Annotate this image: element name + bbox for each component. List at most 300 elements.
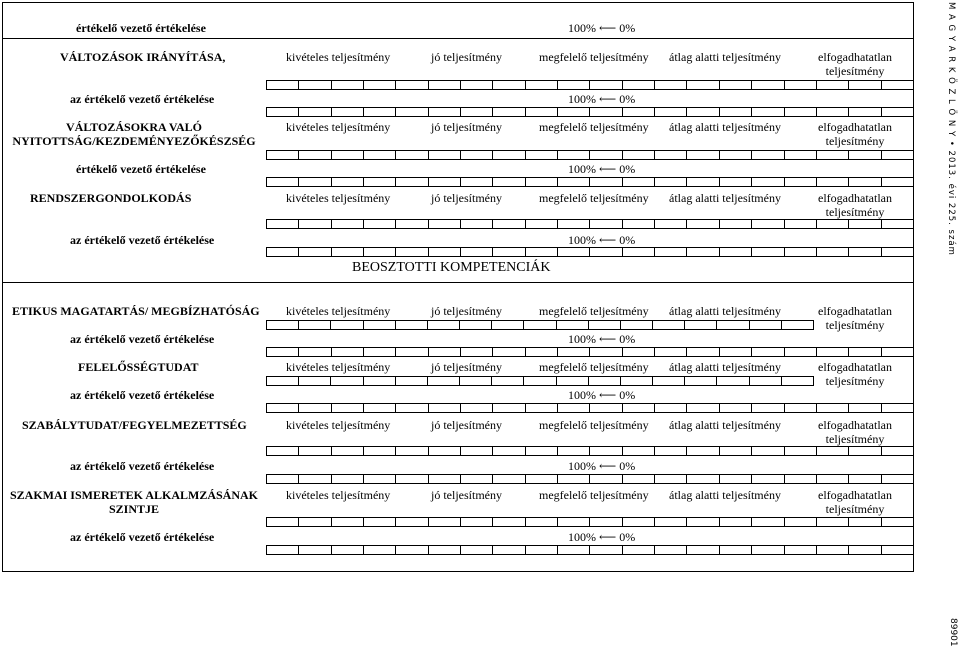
scale-cell[interactable] <box>558 546 590 554</box>
scale-cell[interactable] <box>396 348 428 356</box>
scale-cell[interactable] <box>717 377 749 385</box>
scale-cell[interactable] <box>849 248 881 256</box>
scale-cell[interactable] <box>429 248 461 256</box>
scale-cell[interactable] <box>267 475 299 483</box>
scale-cell[interactable] <box>655 151 687 159</box>
scale-cell[interactable] <box>785 220 817 228</box>
scale-cell[interactable] <box>752 546 784 554</box>
scale-cell[interactable] <box>558 178 590 186</box>
scale-cell[interactable] <box>687 248 719 256</box>
scale-cell[interactable] <box>493 81 525 89</box>
scale-cell[interactable] <box>590 178 622 186</box>
scale-cell[interactable] <box>331 321 363 329</box>
row7-score-scale[interactable] <box>266 517 914 527</box>
scale-cell[interactable] <box>882 248 914 256</box>
scale-cell[interactable] <box>332 178 364 186</box>
scale-cell[interactable] <box>396 81 428 89</box>
scale-cell[interactable] <box>849 108 881 116</box>
scale-cell[interactable] <box>557 377 589 385</box>
row5-eval-scale[interactable] <box>266 403 914 413</box>
scale-cell[interactable] <box>849 220 881 228</box>
scale-cell[interactable] <box>655 248 687 256</box>
scale-cell[interactable] <box>785 81 817 89</box>
scale-cell[interactable] <box>849 447 881 455</box>
scale-cell[interactable] <box>526 546 558 554</box>
scale-cell[interactable] <box>332 108 364 116</box>
scale-cell[interactable] <box>590 81 622 89</box>
scale-cell[interactable] <box>655 81 687 89</box>
scale-cell[interactable] <box>817 151 849 159</box>
scale-cell[interactable] <box>493 546 525 554</box>
scale-cell[interactable] <box>267 377 299 385</box>
scale-cell[interactable] <box>364 151 396 159</box>
scale-cell[interactable] <box>655 475 687 483</box>
scale-cell[interactable] <box>623 108 655 116</box>
scale-cell[interactable] <box>429 348 461 356</box>
row6-score-scale[interactable] <box>266 446 914 456</box>
scale-cell[interactable] <box>655 447 687 455</box>
scale-cell[interactable] <box>720 178 752 186</box>
scale-cell[interactable] <box>267 348 299 356</box>
scale-cell[interactable] <box>267 404 299 412</box>
row5-score-scale[interactable] <box>266 376 814 386</box>
scale-cell[interactable] <box>882 151 914 159</box>
scale-cell[interactable] <box>817 404 849 412</box>
scale-cell[interactable] <box>623 447 655 455</box>
scale-cell[interactable] <box>685 377 717 385</box>
scale-cell[interactable] <box>299 151 331 159</box>
scale-cell[interactable] <box>396 151 428 159</box>
scale-cell[interactable] <box>817 220 849 228</box>
scale-cell[interactable] <box>752 108 784 116</box>
scale-cell[interactable] <box>396 248 428 256</box>
scale-cell[interactable] <box>299 321 331 329</box>
row5-rating-1: kivételes teljesítmény <box>286 360 391 374</box>
scale-cell[interactable] <box>590 151 622 159</box>
scale-cell[interactable] <box>493 108 525 116</box>
scale-cell[interactable] <box>785 348 817 356</box>
scale-cell[interactable] <box>752 178 784 186</box>
scale-cell[interactable] <box>267 321 299 329</box>
scale-cell[interactable] <box>589 377 621 385</box>
scale-cell[interactable] <box>332 248 364 256</box>
scale-cell[interactable] <box>849 546 881 554</box>
scale-cell[interactable] <box>331 377 363 385</box>
scale-cell[interactable] <box>623 248 655 256</box>
scale-cell[interactable] <box>526 220 558 228</box>
scale-cell[interactable] <box>332 348 364 356</box>
scale-cell[interactable] <box>623 518 655 526</box>
scale-cell[interactable] <box>720 447 752 455</box>
scale-cell[interactable] <box>558 151 590 159</box>
scale-cell[interactable] <box>461 447 493 455</box>
scale-cell[interactable] <box>396 108 428 116</box>
scale-cell[interactable] <box>396 546 428 554</box>
row5-eval-label: az értékelő vezető értékelése <box>70 388 215 402</box>
scale-cell[interactable] <box>493 518 525 526</box>
scale-cell[interactable] <box>623 178 655 186</box>
scale-cell[interactable] <box>332 546 364 554</box>
row1-score-scale[interactable] <box>266 80 914 90</box>
scale-cell[interactable] <box>332 475 364 483</box>
scale-cell[interactable] <box>299 546 331 554</box>
scale-cell[interactable] <box>720 348 752 356</box>
scale-cell[interactable] <box>720 546 752 554</box>
scale-cell[interactable] <box>299 447 331 455</box>
scale-cell[interactable] <box>655 546 687 554</box>
scale-cell[interactable] <box>429 546 461 554</box>
scale-cell[interactable] <box>332 447 364 455</box>
scale-cell[interactable] <box>558 81 590 89</box>
scale-cell[interactable] <box>299 348 331 356</box>
scale-cell[interactable] <box>752 348 784 356</box>
scale-cell[interactable] <box>299 518 331 526</box>
scale-cell[interactable] <box>429 151 461 159</box>
scale-cell[interactable] <box>782 377 814 385</box>
scale-cell[interactable] <box>687 108 719 116</box>
scale-cell[interactable] <box>882 220 914 228</box>
scale-cell[interactable] <box>429 475 461 483</box>
scale-cell[interactable] <box>752 518 784 526</box>
scale-cell[interactable] <box>557 321 589 329</box>
scale-cell[interactable] <box>526 178 558 186</box>
scale-cell[interactable] <box>720 518 752 526</box>
scale-cell[interactable] <box>267 178 299 186</box>
scale-cell[interactable] <box>685 321 717 329</box>
scale-cell[interactable] <box>817 447 849 455</box>
scale-cell[interactable] <box>687 220 719 228</box>
scale-cell[interactable] <box>590 518 622 526</box>
side-header <box>944 2 958 256</box>
scale-cell[interactable] <box>267 151 299 159</box>
scale-cell[interactable] <box>882 108 914 116</box>
scale-cell[interactable] <box>364 518 396 526</box>
scale-cell[interactable] <box>817 178 849 186</box>
scale-cell[interactable] <box>785 108 817 116</box>
scale-cell[interactable] <box>267 447 299 455</box>
row1-scale-text: 100% ⟵ 0% <box>568 92 636 106</box>
scale-cell[interactable] <box>623 348 655 356</box>
scale-cell[interactable] <box>429 404 461 412</box>
scale-cell[interactable] <box>493 220 525 228</box>
row2-eval-scale[interactable] <box>266 177 914 187</box>
scale-cell[interactable] <box>429 81 461 89</box>
scale-cell[interactable] <box>461 348 493 356</box>
scale-cell[interactable] <box>299 377 331 385</box>
scale-cell[interactable] <box>526 475 558 483</box>
scale-cell[interactable] <box>720 404 752 412</box>
scale-cell[interactable] <box>299 81 331 89</box>
scale-cell[interactable] <box>493 475 525 483</box>
scale-cell[interactable] <box>267 248 299 256</box>
row3-eval-scale[interactable] <box>266 247 914 257</box>
scale-cell[interactable] <box>428 321 460 329</box>
scale-cell[interactable] <box>687 151 719 159</box>
scale-cell[interactable] <box>785 151 817 159</box>
scale-cell[interactable] <box>687 348 719 356</box>
scale-cell[interactable] <box>461 81 493 89</box>
scale-cell[interactable] <box>332 220 364 228</box>
scale-cell[interactable] <box>299 178 331 186</box>
scale-cell[interactable] <box>720 108 752 116</box>
row4-eval-scale[interactable] <box>266 347 914 357</box>
scale-cell[interactable] <box>267 518 299 526</box>
scale-cell[interactable] <box>720 151 752 159</box>
row7-title-b: SZINTJE <box>108 502 160 516</box>
scale-cell[interactable] <box>623 220 655 228</box>
scale-cell[interactable] <box>720 81 752 89</box>
scale-cell[interactable] <box>621 321 653 329</box>
scale-cell[interactable] <box>396 220 428 228</box>
scale-cell[interactable] <box>396 475 428 483</box>
scale-cell[interactable] <box>429 447 461 455</box>
scale-cell[interactable] <box>429 220 461 228</box>
row6-eval-scale[interactable] <box>266 474 914 484</box>
scale-cell[interactable] <box>526 447 558 455</box>
scale-cell[interactable] <box>653 377 685 385</box>
scale-cell[interactable] <box>267 81 299 89</box>
scale-cell[interactable] <box>332 404 364 412</box>
scale-cell[interactable] <box>720 220 752 228</box>
scale-cell[interactable] <box>655 220 687 228</box>
scale-cell[interactable] <box>526 404 558 412</box>
scale-cell[interactable] <box>558 348 590 356</box>
scale-cell[interactable] <box>882 404 914 412</box>
scale-cell[interactable] <box>492 377 524 385</box>
scale-cell[interactable] <box>849 518 881 526</box>
scale-cell[interactable] <box>299 248 331 256</box>
scale-cell[interactable] <box>526 151 558 159</box>
scale-cell[interactable] <box>849 475 881 483</box>
scale-cell[interactable] <box>817 518 849 526</box>
scale-cell[interactable] <box>750 377 782 385</box>
scale-cell[interactable] <box>332 81 364 89</box>
scale-cell[interactable] <box>492 321 524 329</box>
scale-cell[interactable] <box>849 404 881 412</box>
scale-cell[interactable] <box>396 178 428 186</box>
scale-cell[interactable] <box>623 151 655 159</box>
scale-cell[interactable] <box>752 447 784 455</box>
scale-cell[interactable] <box>750 321 782 329</box>
scale-cell[interactable] <box>461 220 493 228</box>
scale-cell[interactable] <box>461 178 493 186</box>
scale-cell[interactable] <box>396 447 428 455</box>
scale-cell[interactable] <box>623 81 655 89</box>
scale-cell[interactable] <box>687 546 719 554</box>
scale-cell[interactable] <box>332 518 364 526</box>
scale-cell[interactable] <box>882 178 914 186</box>
scale-cell[interactable] <box>364 178 396 186</box>
scale-cell[interactable] <box>460 377 492 385</box>
scale-cell[interactable] <box>752 248 784 256</box>
scale-cell[interactable] <box>364 447 396 455</box>
scale-cell[interactable] <box>299 404 331 412</box>
scale-cell[interactable] <box>526 248 558 256</box>
scale-cell[interactable] <box>785 518 817 526</box>
scale-cell[interactable] <box>461 151 493 159</box>
scale-cell[interactable] <box>817 248 849 256</box>
scale-cell[interactable] <box>364 248 396 256</box>
scale-cell[interactable] <box>623 404 655 412</box>
scale-cell[interactable] <box>493 248 525 256</box>
scale-cell[interactable] <box>849 81 881 89</box>
scale-cell[interactable] <box>590 348 622 356</box>
scale-cell[interactable] <box>882 546 914 554</box>
scale-cell[interactable] <box>493 447 525 455</box>
scale-cell[interactable] <box>785 546 817 554</box>
scale-cell[interactable] <box>558 447 590 455</box>
scale-cell[interactable] <box>655 348 687 356</box>
scale-cell[interactable] <box>817 546 849 554</box>
scale-cell[interactable] <box>558 518 590 526</box>
scale-cell[interactable] <box>461 404 493 412</box>
scale-cell[interactable] <box>267 546 299 554</box>
scale-cell[interactable] <box>396 518 428 526</box>
scale-cell[interactable] <box>558 220 590 228</box>
row3-rating-2: jó teljesítmény <box>431 191 502 205</box>
scale-cell[interactable] <box>396 321 428 329</box>
scale-cell[interactable] <box>590 248 622 256</box>
scale-cell[interactable] <box>785 404 817 412</box>
scale-cell[interactable] <box>558 404 590 412</box>
scale-cell[interactable] <box>817 108 849 116</box>
scale-cell[interactable] <box>267 108 299 116</box>
scale-cell[interactable] <box>493 151 525 159</box>
scale-cell[interactable] <box>396 377 428 385</box>
scale-cell[interactable] <box>687 81 719 89</box>
scale-cell[interactable] <box>882 348 914 356</box>
scale-cell[interactable] <box>396 404 428 412</box>
scale-cell[interactable] <box>817 81 849 89</box>
scale-cell[interactable] <box>558 108 590 116</box>
row4-score-scale[interactable] <box>266 320 814 330</box>
scale-cell[interactable] <box>461 546 493 554</box>
scale-cell[interactable] <box>526 348 558 356</box>
scale-cell[interactable] <box>493 178 525 186</box>
row2-score-scale[interactable] <box>266 150 914 160</box>
scale-cell[interactable] <box>590 108 622 116</box>
scale-cell[interactable] <box>882 518 914 526</box>
scale-cell[interactable] <box>752 220 784 228</box>
scale-cell[interactable] <box>752 151 784 159</box>
row4-rating-4: átlag alatti teljesítmény <box>669 304 781 318</box>
scale-cell[interactable] <box>524 377 556 385</box>
scale-cell[interactable] <box>817 348 849 356</box>
scale-cell[interactable] <box>364 81 396 89</box>
scale-cell[interactable] <box>687 447 719 455</box>
scale-cell[interactable] <box>364 321 396 329</box>
row7-eval-scale[interactable] <box>266 545 914 555</box>
scale-cell[interactable] <box>558 475 590 483</box>
scale-cell[interactable] <box>461 108 493 116</box>
scale-cell[interactable] <box>687 518 719 526</box>
scale-cell[interactable] <box>428 377 460 385</box>
scale-cell[interactable] <box>364 348 396 356</box>
scale-cell[interactable] <box>655 108 687 116</box>
scale-cell[interactable] <box>364 475 396 483</box>
scale-cell[interactable] <box>526 518 558 526</box>
scale-cell[interactable] <box>882 447 914 455</box>
scale-cell[interactable] <box>782 321 814 329</box>
scale-cell[interactable] <box>526 81 558 89</box>
scale-cell[interactable] <box>655 518 687 526</box>
scale-cell[interactable] <box>785 248 817 256</box>
row3-score-scale[interactable] <box>266 219 914 229</box>
scale-cell[interactable] <box>590 404 622 412</box>
scale-cell[interactable] <box>720 248 752 256</box>
scale-cell[interactable] <box>364 404 396 412</box>
scale-cell[interactable] <box>621 377 653 385</box>
scale-cell[interactable] <box>653 321 685 329</box>
scale-cell[interactable] <box>461 248 493 256</box>
scale-cell[interactable] <box>299 475 331 483</box>
scale-cell[interactable] <box>589 321 621 329</box>
scale-cell[interactable] <box>752 81 784 89</box>
scale-cell[interactable] <box>590 220 622 228</box>
scale-cell[interactable] <box>849 151 881 159</box>
scale-cell[interactable] <box>364 546 396 554</box>
scale-cell[interactable] <box>429 108 461 116</box>
scale-cell[interactable] <box>882 475 914 483</box>
scale-cell[interactable] <box>720 475 752 483</box>
scale-cell[interactable] <box>687 404 719 412</box>
scale-cell[interactable] <box>364 220 396 228</box>
scale-cell[interactable] <box>655 404 687 412</box>
scale-cell[interactable] <box>526 108 558 116</box>
scale-cell[interactable] <box>267 220 299 228</box>
scale-cell[interactable] <box>817 475 849 483</box>
scale-cell[interactable] <box>623 475 655 483</box>
scale-cell[interactable] <box>558 248 590 256</box>
scale-cell[interactable] <box>785 178 817 186</box>
scale-cell[interactable] <box>524 321 556 329</box>
scale-cell[interactable] <box>332 151 364 159</box>
scale-cell[interactable] <box>785 447 817 455</box>
scale-cell[interactable] <box>493 404 525 412</box>
scale-cell[interactable] <box>882 81 914 89</box>
scale-cell[interactable] <box>623 546 655 554</box>
scale-cell[interactable] <box>785 475 817 483</box>
scale-cell[interactable] <box>590 475 622 483</box>
row4-rating-3: megfelelő teljesítmény <box>539 304 649 318</box>
row6-rating-2: jó teljesítmény <box>431 418 502 432</box>
scale-cell[interactable] <box>460 321 492 329</box>
scale-cell[interactable] <box>590 447 622 455</box>
scale-cell[interactable] <box>849 178 881 186</box>
row1-eval-scale[interactable] <box>266 107 914 117</box>
scale-cell[interactable] <box>299 108 331 116</box>
scale-cell[interactable] <box>364 108 396 116</box>
scale-cell[interactable] <box>461 518 493 526</box>
row2-rating-5a: elfogadhatatlan <box>818 120 892 134</box>
scale-cell[interactable] <box>590 546 622 554</box>
scale-cell[interactable] <box>493 348 525 356</box>
scale-cell[interactable] <box>687 178 719 186</box>
row6-rating-3: megfelelő teljesítmény <box>539 418 649 432</box>
scale-cell[interactable] <box>461 475 493 483</box>
scale-cell[interactable] <box>687 475 719 483</box>
row4-scale-text: 100% ⟵ 0% <box>568 332 636 346</box>
scale-cell[interactable] <box>299 220 331 228</box>
scale-cell[interactable] <box>364 377 396 385</box>
scale-cell[interactable] <box>717 321 749 329</box>
scale-cell[interactable] <box>655 178 687 186</box>
scale-cell[interactable] <box>429 178 461 186</box>
scale-cell[interactable] <box>752 475 784 483</box>
scale-cell[interactable] <box>849 348 881 356</box>
scale-cell[interactable] <box>752 404 784 412</box>
scale-cell[interactable] <box>429 518 461 526</box>
